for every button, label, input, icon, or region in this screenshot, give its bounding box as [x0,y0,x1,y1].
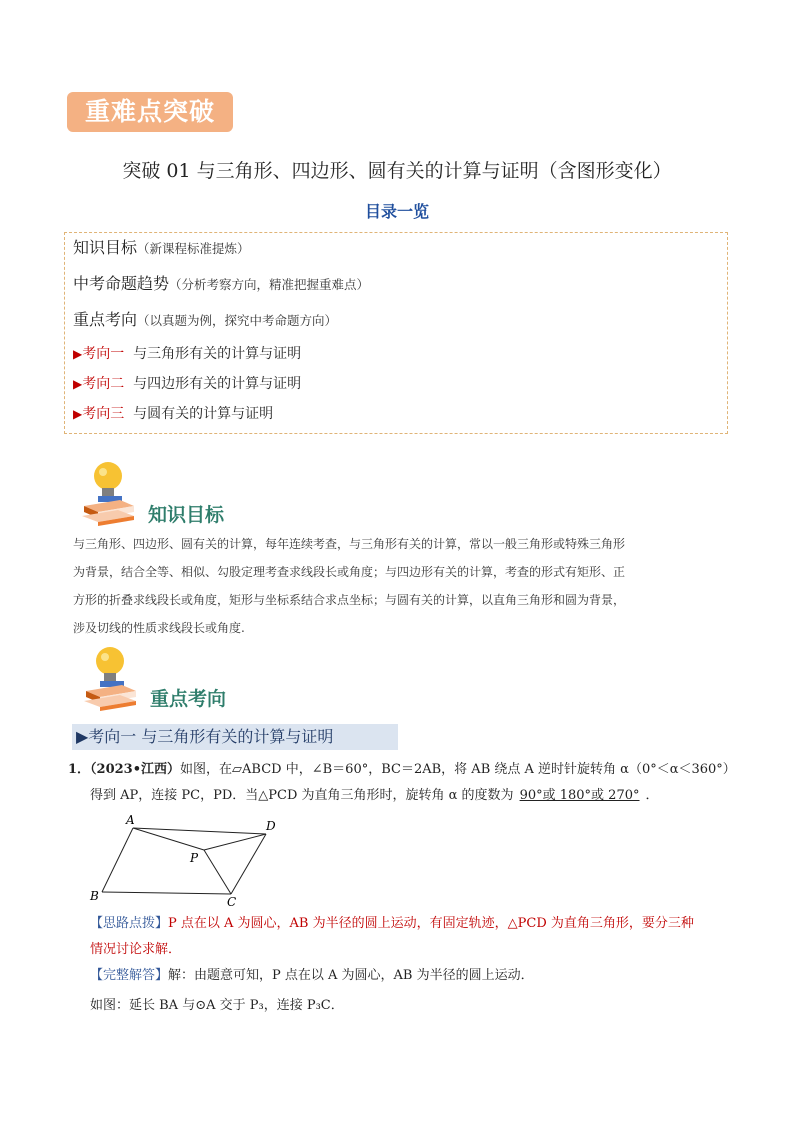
toc-title: 目录一览 [364,202,429,221]
toc-item-text: 与圆有关的计算与证明 [133,406,274,422]
question-text: ． [645,788,659,803]
paragraph-line: 方形的折叠求线段长或角度，矩形与坐标系结合求点坐标；与圆有关的计算，以直角三角形和圆为背景， [73,593,626,607]
solution-line-2 [90,994,750,1018]
toc-heading-note: （新课程标准提炼） [137,241,250,256]
solution-line-1 [90,964,750,988]
toc-heading-label: 中考命题趋势 [73,274,170,293]
toc-item-text: 与四边形有关的计算与证明 [133,376,302,392]
question-1-line-2 [90,784,750,808]
document-title: 突破 01 与三角形、四边形、圆有关的计算与证明（含图形变化） [122,160,672,182]
knowledge-heading: 知识目标 [148,504,225,526]
toc-box [64,232,728,434]
toc-heading-note: （分析考察方向，精准把握重难点） [169,277,370,292]
label-a: A [126,813,135,827]
toc-item-dir: 考向三 [82,406,125,422]
toc-item-direction-2[interactable] [73,373,301,393]
hint-text: P 点在以 A 为圆心，AB 为半径的圆上运动，有固定轨迹，△PCD 为直角三角形，要分三种 [168,916,694,931]
paragraph-line: 为背景，结合全等、相似、勾股定理考查求线段长或角度；与四边形有关的计算，考查的形式有矩形、正 [73,565,626,579]
solution-text: 如图：延长 BA 与⊙A 交于 P₃，连接 P₃C． [90,998,344,1013]
lightbulb-books-icon [78,460,138,526]
label-c: C [227,895,237,906]
triangle-icon: ▶ [73,377,83,391]
direction-1-label: ▶考向一 与三角形有关的计算与证明 [76,727,334,746]
solution-text: 解：由题意可知，P 点在以 A 为圆心，AB 为半径的圆上运动． [168,968,534,983]
toc-item-direction-3[interactable] [73,403,273,423]
direction-1-bar [72,724,398,750]
toc-heading-trend[interactable] [73,271,369,294]
question-source: （2023•江西） [90,762,181,777]
label-d: D [266,819,276,833]
toc-heading-knowledge[interactable] [73,235,250,258]
answer-blank: 90°或 180°或 270° [519,788,640,803]
paragraph-line: 涉及切线的性质求线段长或角度. [73,621,245,635]
paragraph-line: 与三角形、四边形、圆有关的计算，每年连续考查，与三角形有关的计算，常以一般三角形或特殊三角形 [73,537,626,551]
hint-line-2 [90,938,750,962]
toc-heading-focus[interactable] [73,307,337,330]
triangle-icon: ▶ [73,347,83,361]
focus-heading: 重点考向 [150,688,227,710]
toc-item-direction-1[interactable] [73,343,301,363]
toc-item-dir: 考向一 [82,346,125,362]
hint-text: 情况讨论求解． [90,942,182,957]
label-p: P [190,851,199,865]
question-text: 如图，在▱ABCD 中，∠B＝60°，BC＝2AB，将 AB 绕点 A 逆时针旋转角 α（0°＜α＜360°） [180,762,736,777]
solution-label: 【完整解答】 [90,968,169,983]
toc-item-text: 与三角形有关的计算与证明 [133,346,302,362]
section-banner: 重难点突破 [67,92,233,132]
parallelogram-figure [86,810,286,906]
question-1-line-1 [68,758,748,782]
toc-heading-label: 重点考向 [73,310,138,329]
question-number: 1． [68,762,91,777]
toc-item-dir: 考向二 [82,376,125,392]
toc-heading-label: 知识目标 [73,238,138,257]
toc-heading-note: （以真题为例，探究中考命题方向） [137,313,338,328]
question-text: 得到 AP，连接 PC，PD．当△PCD 为直角三角形时，旋转角 α 的度数为 [90,788,514,803]
hint-label: 【思路点拨】 [90,916,169,931]
knowledge-paragraph [73,530,729,642]
triangle-icon: ▶ [73,407,83,421]
hint-line-1 [90,912,750,936]
label-b: B [90,889,99,903]
lightbulb-books-icon [80,645,140,711]
